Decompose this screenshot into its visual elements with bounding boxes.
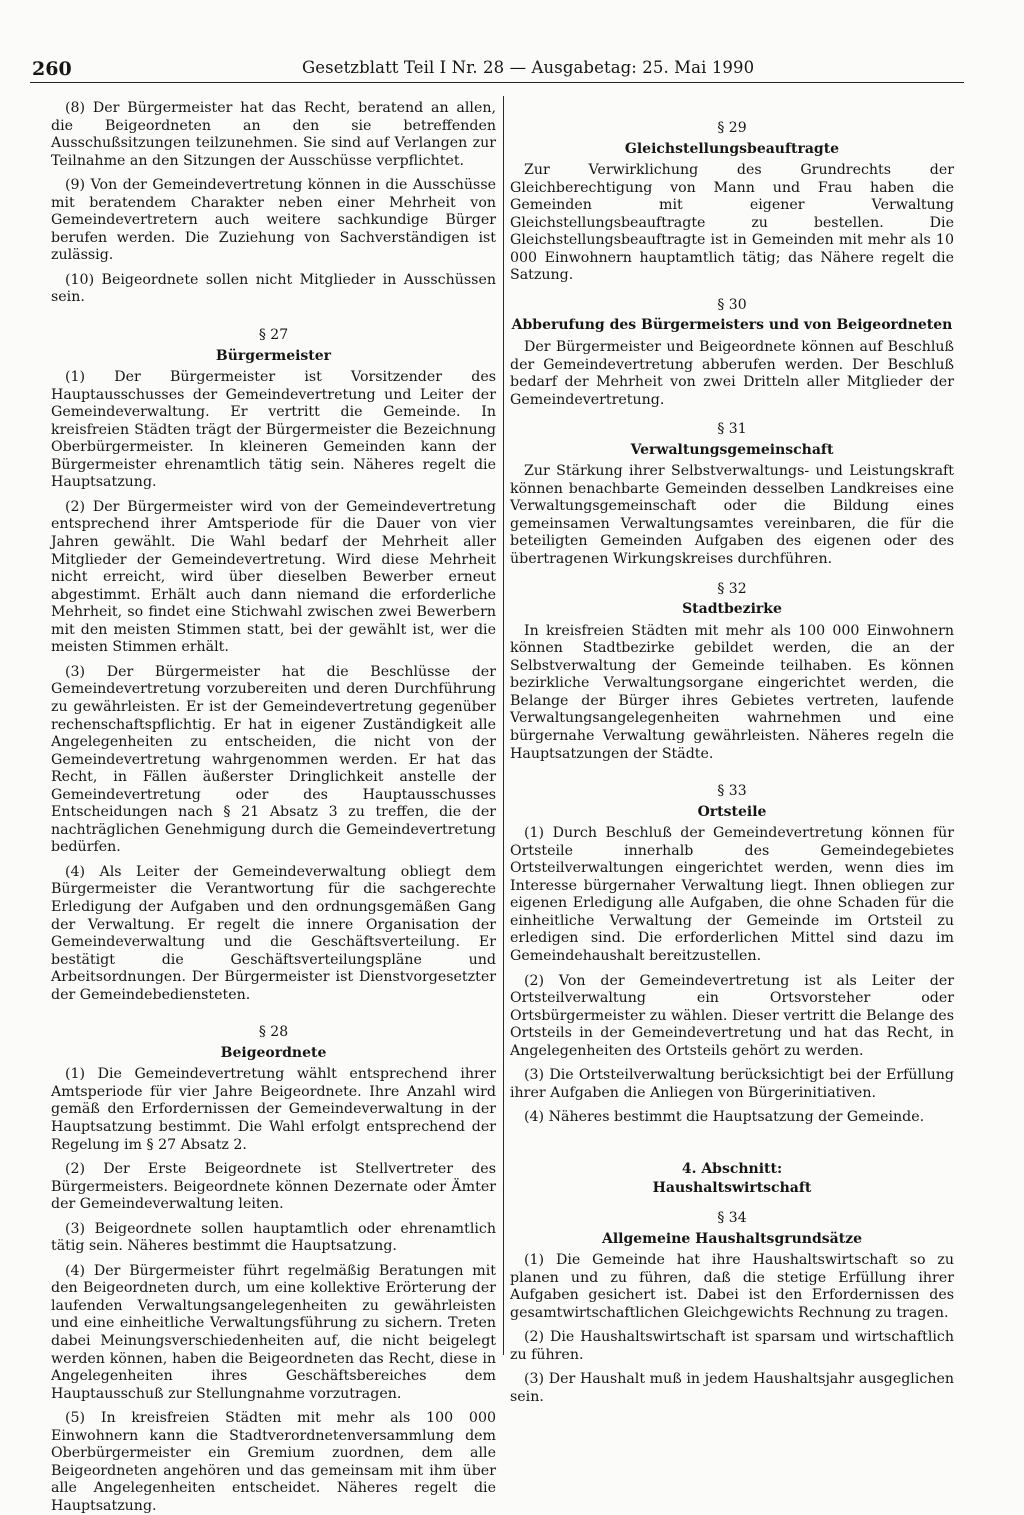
paragraph-27-4: (4) Als Leiter der Gemeindeverwaltung obliegt dem Bürgermeister die Verantwortung für die sachgerechte Erledigung der Aufgaben und den ordnungsgemäßen Gang der Verwaltung. Er regelt die innere Organisation der Gemeindeverwaltung und die Geschäftsverteilung. Er bestätigt die Geschäftsverteilungspläne und Arbeitsordnungen. Der Bürgermeister ist Dienstvorgesetzter der Gemeindebediensteten. [51,863,496,1003]
paragraph-31-1: Zur Stärkung ihrer Selbstverwaltungs- und Leistungskraft können benachbarte Gemeinden desselben Landkreises eine Verwaltungsgemeinschaft oder die Bildung eines gemeinsamen Verwaltungsamtes vereinbaren, die für die beteiligten Gemeinden Aufgaben des eigenen oder des übertragenen Wirkungskreises durchführen. [510,463,954,568]
paragraph-28-4: (4) Der Bürgermeister führt regelmäßig Beratungen mit den Beigeordneten durch, um eine kollektive Erörterung der laufenden Verwaltungsangelegenheiten zu gewährleisten und eine einheitliche Verwaltungsführung zu sichern. Treten dabei Meinungsverschiedenheiten auf, die nicht beigelegt werden können, haben die Beigeordneten das Recht, diese in Angelegenheiten ihres Geschäftsbereiches dem Hauptausschuß zur Stellungnahme vorzutragen. [51,1262,496,1402]
section-symbol-28: § 28 [258,1024,289,1041]
paragraph-33-2: (2) Von der Gemeindevertretung ist als Leiter der Ortsteilverwaltung ein Ortsvorsteher oder Ortsbürgermeister zu wählen. Dieser vertritt die Belange des Ortsteils in der Gemeindevertretung und hat das Recht, in Angelegenheiten des Ortsteils gehört zu werden. [510,972,954,1059]
paragraph-33-4: (4) Näheres bestimmt die Hauptsatzung der Gemeinde. [524,1109,925,1126]
section-title-33: Ortsteile [697,803,767,820]
paragraph-29-1: Zur Verwirklichung des Grundrechts der Gleichberechtigung von Mann und Frau haben die Gemeinden mit eigener Verwaltung Gleichstellungsbeauftragte zu bestellen. Die Gleichstellungsbeauftragte ist in Gemeinden mit mehr als 10 000 Einwohnern hauptamtlich tätig; das Nähere regelt die Satzung. [510,162,954,284]
section-title-30: Abberufung des Bürgermeisters und von Beigeordneten [511,317,953,334]
section-symbol-31: § 31 [717,421,747,438]
column-divider [503,96,504,1355]
paragraph-33-1: (1) Durch Beschluß der Gemeindevertretung können für Ortsteile innerhalb des Gemeindegebietes Ortsteilverwaltungen eingerichtet werden, wenn dies im Interesse bürgernaher Verwaltung liegt. Ihnen obliegen zur eigenen Erledigung alle Aufgaben, die ohne Schaden für die einheitliche Verwaltung der Gemeinde im Ortsteil zu erledigen sind. Die erforderlichen Mittel sind dazu im Gemeindehaushalt bereitzustellen. [510,825,954,964]
paragraph-27-3: (3) Der Bürgermeister hat die Beschlüsse der Gemeindevertretung vorzubereiten und deren Durchführung zu gewährleisten. Er ist der Gemeindevertretung gegenüber rechenschaftspflichtig. Er hat in eigener Zuständigkeit alle Angelegenheiten zu entscheiden, die nicht von der Gemeindevertretung wahrgenommen werden. Er hat das Recht, in Fällen äußerster Dringlichkeit anstelle der Gemeindevertretung oder des Hauptausschusses Entscheidungen nach § 21 Absatz 3 zu treffen, die der nachträglichen Genehmigung durch die Gemeindevertretung bedürfen. [51,663,496,856]
section-symbol-29: § 29 [717,120,747,136]
running-head: Gesetzblatt Teil I Nr. 28 — Ausgabetag: 25. Mai 1990 [302,58,755,77]
chapter-title: Haushaltswirtschaft [652,1180,812,1197]
section-title-28: Beigeordnete [220,1044,327,1061]
section-title-27: Bürgermeister [215,347,332,364]
paragraph-32-1: In kreisfreien Städten mit mehr als 100 000 Einwohnern können Stadtbezirke gebildet werden, die an der Selbstverwaltung der Gemeinde teilhaben. Es können bezirkliche Verwaltungsorgane eingerichtet werden, die Belange der Bürger ihres Gebietes vertreten, laufende Verwaltungsangelegenheiten wahrnehmen und eine bürgernahe Verwaltung gewährleisten. Näheres regeln die Hauptsatzungen der Städte. [510,622,954,762]
right-column [510,100,954,1405]
section-title-31: Verwaltungsgemeinschaft [630,441,834,458]
paragraph-26-9: (9) Von der Gemeindevertretung können in die Ausschüsse mit beratendem Charakter neben einer Mehrheit von Gemeindevertretern auch weitere sachkundige Bürger berufen werden. Die Zuziehung von Sachverständigen ist zulässig. [51,177,496,264]
section-symbol-34: § 34 [717,1209,747,1226]
paragraph-26-10: (10) Beigeordnete sollen nicht Mitglieder in Ausschüssen sein. [51,271,496,306]
section-title-34: Allgemeine Haushaltsgrundsätze [601,1230,863,1247]
section-title-29: Gleichstellungsbeauftragte [624,140,840,157]
section-symbol-33: § 33 [717,783,747,800]
paragraph-27-2: (2) Der Bürgermeister wird von der Gemeindevertretung entsprechend ihrer Amtsperiode für die Dauer von vier Jahren gewählt. Die Wahl bedarf der Mehrheit aller Mitglieder der Gemeindevertretung. Wird diese Mehrheit nicht erreicht, wird über dieselben Bewerber erneut abgestimmt. Erhält auch dann niemand die erforderliche Mehrheit, so findet eine Stichwahl zwischen zwei Bewerbern mit den meisten Stimmen statt, bei der gewählt ist, wer die meisten Stimmen erhält. [51,498,496,656]
paragraph-34-3: (3) Der Haushalt muß in jedem Haushaltsjahr ausgeglichen sein. [510,1371,954,1405]
section-symbol-27: § 27 [258,327,289,344]
paragraph-28-5: (5) In kreisfreien Städten mit mehr als 100 000 Einwohnern kann die Stadtverordnetenversammlung dem Oberbürgermeister ein Gremium zuordnen, dem alle Beigeordneten angehören und das gemeinsam mit ihm über alle Angelegenheiten entscheidet. Näheres regelt die Hauptsatzung. [51,1410,496,1514]
section-symbol-30: § 30 [717,296,747,313]
paragraph-28-2: (2) Der Erste Beigeordnete ist Stellvertreter des Bürgermeisters. Beigeordnete können Dezernate oder Ämter der Gemeindeverwaltung leiten. [51,1161,496,1213]
page-header [30,56,964,83]
paragraph-34-2: (2) Die Haushaltswirtschaft ist sparsam und wirtschaftlich zu führen. [510,1329,954,1363]
left-column [51,100,496,1514]
paragraph-33-3: (3) Die Ortsteilverwaltung berücksichtigt bei der Erfüllung ihrer Aufgaben die Anliegen von Bürgerinitiativen. [510,1067,954,1101]
paragraph-27-1: (1) Der Bürgermeister ist Vorsitzender des Hauptausschusses der Gemeindevertretung und Leiter der Gemeindeverwaltung. Er vertritt die Gemeinde. In kreisfreien Städten trägt der Bürgermeister die Bezeichnung Oberbürgermeister. In kleineren Gemeinden kann der Bürgermeister ehrenamtlich tätig sein. Näheres regelt die Hauptsatzung. [51,369,496,491]
section-title-32: Stadtbezirke [682,601,782,618]
paragraph-26-8: (8) Der Bürgermeister hat das Recht, beratend an allen, die Beigeordneten an den sie betreffenden Ausschußsitzungen teilzunehmen. Sie sind auf Verlangen zur Teilnahme an den Sitzungen der Ausschüsse verpflichtet. [51,100,496,169]
section-symbol-32: § 32 [717,580,747,597]
chapter-number: 4. Abschnitt: [681,1160,783,1177]
paragraph-28-1: (1) Die Gemeindevertretung wählt entsprechend ihrer Amtsperiode für vier Jahre Beigeordnete. Ihre Anzahl wird gemäß den Erfordernissen der Gemeindeverwaltung in der Hauptsatzung bestimmt. Die Wahl erfolgt entsprechend der Regelung im § 27 Absatz 2. [51,1066,496,1153]
page-number: 260 [32,58,72,80]
paragraph-28-3: (3) Beigeordnete sollen hauptamtlich oder ehrenamtlich tätig sein. Näheres bestimmt die Hauptsatzung. [51,1220,496,1255]
paragraph-30-1: Der Bürgermeister und Beigeordnete können auf Beschluß der Gemeindevertretung abberufen werden. Der Beschluß bedarf der Mehrheit von zwei Dritteln aller Mitglieder der Gemeindevertretung. [510,339,954,408]
paragraph-34-1: (1) Die Gemeinde hat ihre Haushaltswirtschaft so zu planen und zu führen, daß die stetige Erfüllung ihrer Aufgaben gesichert ist. Dabei ist den Erfordernissen des gesamtwirtschaftlichen Gleichgewichts Rechnung zu tragen. [510,1252,954,1321]
